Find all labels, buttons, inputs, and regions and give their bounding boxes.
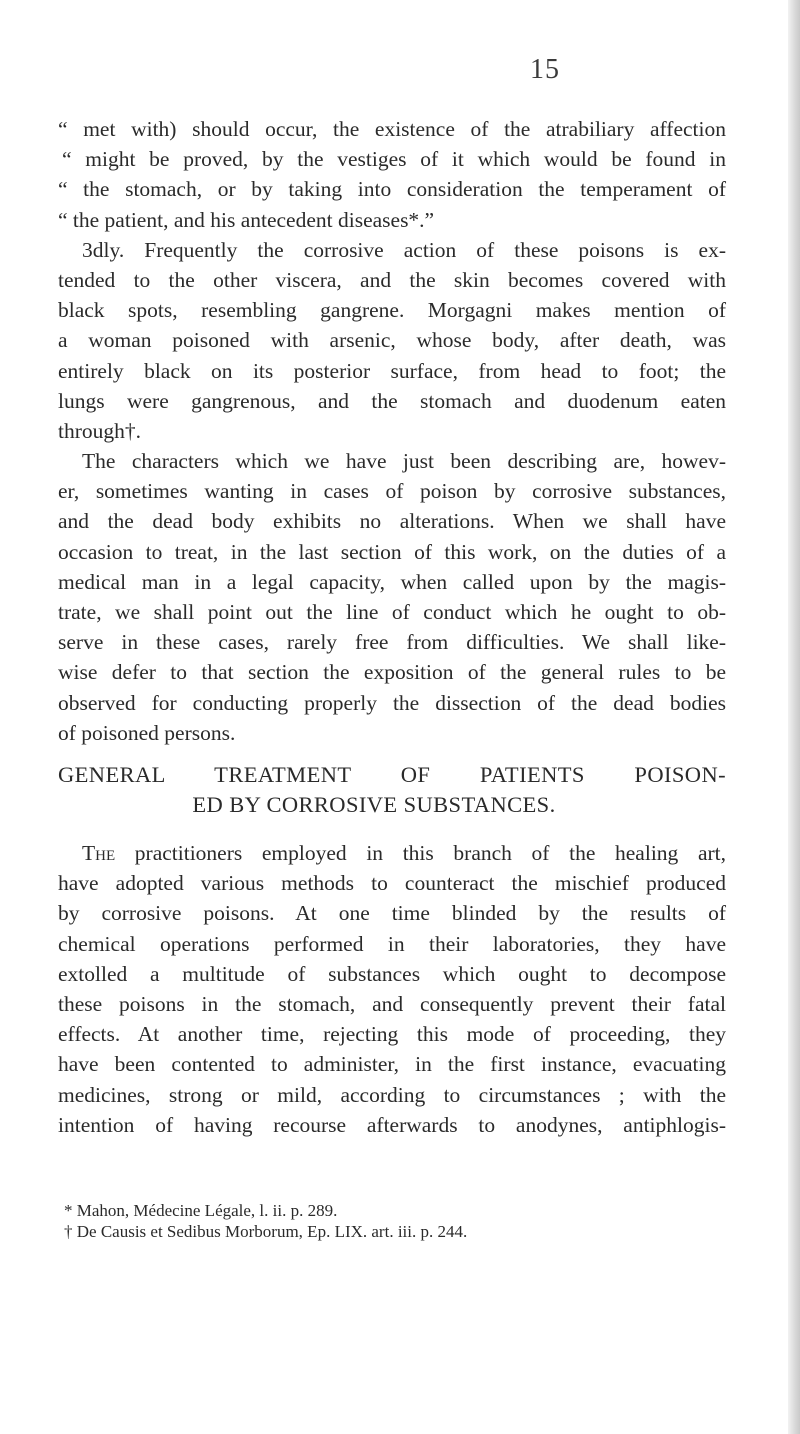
section-heading bbox=[58, 760, 726, 820]
text-line bbox=[58, 838, 726, 868]
page-number: 15 bbox=[530, 54, 560, 85]
text-line: and the dead body exhibits no alterations. When we shall have bbox=[58, 509, 726, 534]
footnote: † De Causis et Sedibus Morborum, Ep. LIX. art. iii. p. 244. bbox=[64, 1222, 468, 1241]
text-line: “ the patient, and his antecedent diseases*.” bbox=[58, 207, 435, 232]
text-line: through†. bbox=[58, 418, 142, 443]
body-text-upper bbox=[58, 114, 726, 748]
text-line: effects. At another time, rejecting this mode of proceeding, they bbox=[58, 1022, 726, 1047]
text-line: “ met with) should occur, the existence of the atrabiliary affection bbox=[58, 117, 726, 141]
text-line: medical man in a legal capacity, when called upon by the magis- bbox=[58, 569, 726, 594]
text-line: these poisons in the stomach, and consequently prevent their fatal bbox=[58, 991, 726, 1016]
text-line: black spots, resembling gangrene. Morgagni makes mention of bbox=[58, 298, 726, 323]
text-line: tended to the other viscera, and the skin becomes covered with bbox=[58, 267, 726, 292]
text-line: chemical operations performed in their laboratories, they have bbox=[58, 931, 726, 956]
text-line: by corrosive poisons. At one time blinded by the results of bbox=[58, 901, 726, 926]
text-line: The characters which we have just been describing are, howev- bbox=[82, 449, 726, 474]
text-line: occasion to treat, in the last section of this work, on the duties of a bbox=[58, 539, 726, 564]
text-line: of poisoned persons. bbox=[58, 720, 236, 745]
text-line: er, sometimes wanting in cases of poison by corrosive substances, bbox=[58, 479, 726, 504]
footnote: * Mahon, Médecine Légale, l. ii. p. 289. bbox=[64, 1201, 338, 1220]
text-line: intention of having recourse afterwards to anodynes, antiphlogis- bbox=[58, 1112, 726, 1137]
body-text-treatment bbox=[58, 838, 726, 1140]
text-line: have adopted various methods to counteract the mischief produced bbox=[58, 871, 726, 896]
text-line: wise defer to that section the exposition of the general rules to be bbox=[58, 660, 726, 685]
first-line-rest: practitioners employed in this branch of the healing art, bbox=[115, 841, 726, 865]
text-line: entirely black on its posterior surface, from head to foot; the bbox=[58, 358, 726, 383]
text-line: “ the stomach, or by taking into consideration the temperament of bbox=[58, 177, 726, 202]
section-heading-line-2: ED BY CORROSIVE SUBSTANCES. bbox=[192, 792, 556, 817]
text-line: serve in these cases, rarely free from difficulties. We shall like- bbox=[58, 630, 726, 655]
section-heading-line-1: GENERAL TREATMENT OF PATIENTS POISON- bbox=[58, 762, 726, 787]
page-edge-shadow bbox=[788, 0, 800, 1434]
text-line: trate, we shall point out the line of conduct which he ought to ob- bbox=[58, 600, 726, 624]
text-line: have been contented to administer, in the first instance, evacuating bbox=[58, 1052, 726, 1077]
text-line: medicines, strong or mild, according to circumstances ; with the bbox=[58, 1082, 726, 1107]
text-line: 3dly. Frequently the corrosive action of these poisons is ex- bbox=[82, 237, 726, 262]
text-line: “ might be proved, by the vestiges of it which would be found in bbox=[62, 147, 726, 172]
text-line: observed for conducting properly the dissection of the dead bodies bbox=[58, 690, 726, 715]
drop-word: The bbox=[82, 841, 116, 865]
text-line: lungs were gangrenous, and the stomach and duodenum eaten bbox=[58, 388, 726, 413]
footnotes bbox=[64, 1200, 684, 1242]
text-line: a woman poisoned with arsenic, whose body, after death, was bbox=[58, 328, 726, 353]
text-line: extolled a multitude of substances which ought to decompose bbox=[58, 961, 726, 986]
